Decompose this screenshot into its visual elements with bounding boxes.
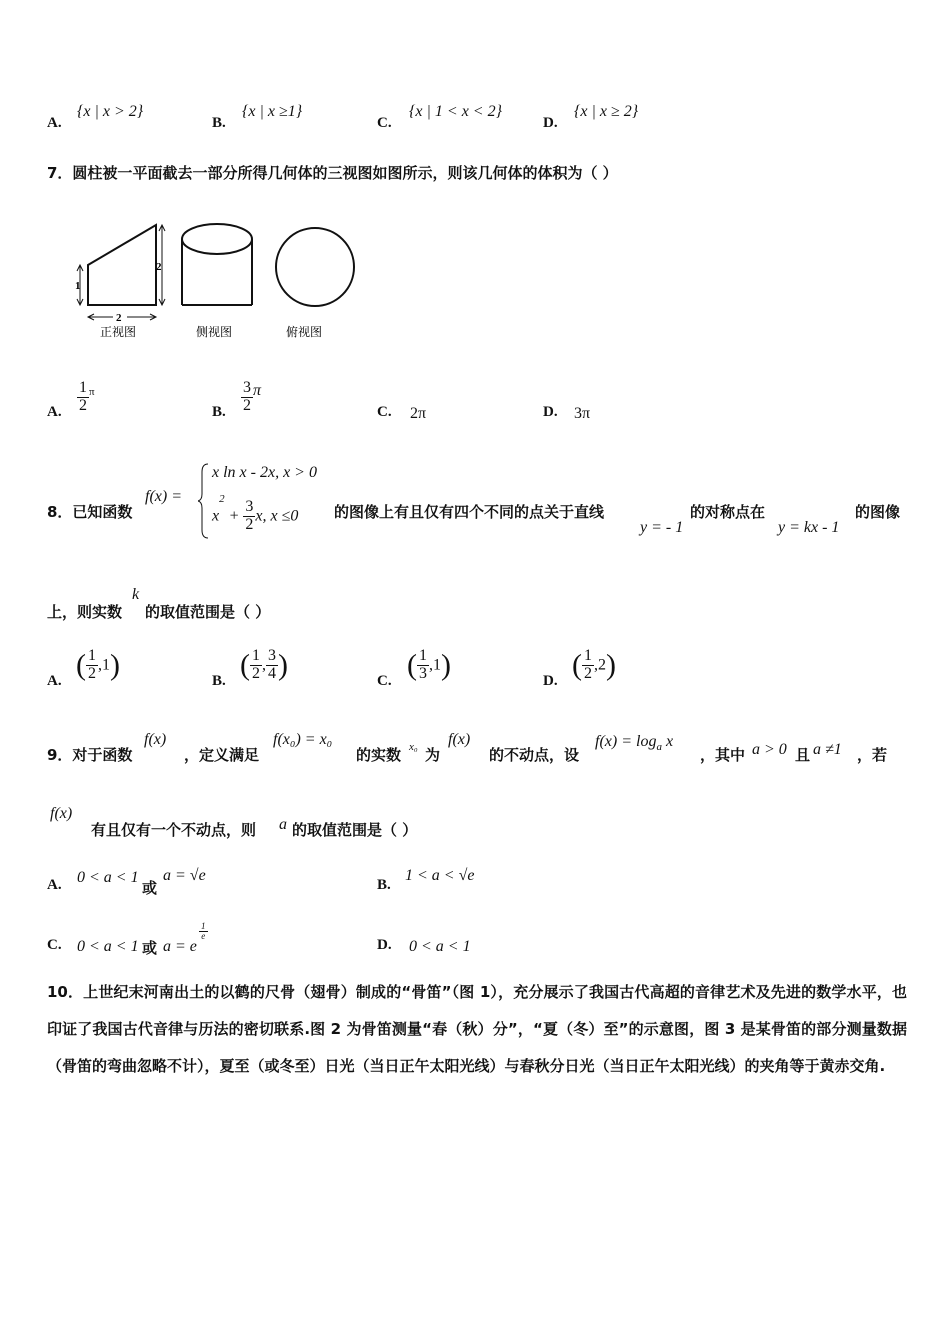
q8-option-b-expr: ( $\frac{1}{2}$ , $\frac{3}{4}$ ): [240, 647, 288, 682]
q8-k: k: [132, 586, 140, 603]
q9-t10: 的取值范围是（ ）: [292, 821, 418, 839]
q9-option-b-label: B.: [377, 877, 391, 893]
q8-text-mid3: 的图像: [855, 503, 901, 521]
q9-a: a: [279, 816, 287, 833]
q6-option-a-expr: {x | x > 2}: [77, 103, 144, 120]
q9-option-a-label: A.: [47, 877, 62, 893]
q8-text-mid1: 的图像上有且仅有四个不同的点关于直线: [334, 503, 605, 521]
q6-option-b-expr: {x | x ≥1}: [242, 103, 303, 120]
q8-option-a-label: A.: [47, 673, 62, 689]
q7-option-a-label: A.: [47, 404, 62, 420]
q8-option-d-expr: ( $\frac{1}{2}$ ,2): [572, 647, 616, 682]
q9-fx-3: f(x): [50, 805, 73, 822]
q9-option-a-or: 或: [142, 879, 158, 897]
q7-stem: 7．圆柱被一平面截去一部分所得几何体的三视图如图所示，则该几何体的体积为（ ）: [47, 164, 618, 182]
q9-t5: 的不动点，设: [489, 746, 580, 764]
top-view-label: 俯视图: [286, 325, 323, 339]
q9-option-d-expr: 0 < a < 1: [409, 938, 471, 955]
q9-option-c-or: 或: [142, 939, 158, 957]
q8-prefix: 8．已知函数: [47, 503, 133, 521]
top-view-shape: [276, 228, 354, 306]
q9-t6: ，其中: [700, 746, 746, 764]
q8-line-kx: y = kx - 1: [778, 519, 840, 536]
q8-case-1: x ln x - 2x, x > 0: [212, 464, 317, 481]
q8-cont2: 的取值范围是（ ）: [145, 603, 271, 621]
q7-option-d-label: D.: [543, 404, 558, 420]
q8-fx: f(x) =: [145, 488, 182, 505]
q9-x0: x₀: [409, 741, 418, 753]
q6-option-d-expr: {x | x ≥ 2}: [574, 103, 639, 120]
q9-option-a-expr1: 0 < a < 1: [77, 869, 139, 886]
q9-option-c-label: C.: [47, 937, 62, 953]
q8-text-mid2: 的对称点在: [690, 503, 766, 521]
q9-t1: 9．对于函数: [47, 746, 133, 764]
q9-fx-1: f(x): [144, 731, 167, 748]
q9-flog: $f(x) = \log_a x$: [595, 733, 674, 754]
q7-option-b-label: B.: [212, 404, 226, 420]
q8-option-a-expr: ( $\frac{1}{2}$ ,1): [76, 647, 120, 682]
q6-option-c-expr: {x | 1 < x < 2}: [409, 103, 502, 120]
q6-option-c-label: C.: [377, 115, 392, 131]
q9-option-a-expr2: a = √e: [163, 867, 206, 884]
q9-fx-2: f(x): [448, 731, 471, 748]
q7-option-d-expr: 3π: [574, 405, 591, 422]
side-view-label: 侧视图: [196, 325, 233, 339]
q9-option-c-expr2: a = e: [163, 938, 197, 955]
q7-option-c-label: C.: [377, 404, 392, 420]
q9-option-d-label: D.: [377, 937, 392, 953]
q6-option-b-label: B.: [212, 115, 226, 131]
q9-option-b-expr: 1 < a < √e: [405, 867, 475, 884]
q8-option-b-label: B.: [212, 673, 226, 689]
q9-option-c-expr1: 0 < a < 1: [77, 938, 139, 955]
q9-t7: 且: [795, 746, 811, 764]
dim-label-height-right: 2: [156, 261, 162, 273]
q9-t9: 有且仅有一个不动点，则: [91, 821, 257, 839]
q7-option-b-expr: $\frac{3}{2}$ π: [243, 379, 262, 414]
dim-label-height-left: 1: [75, 280, 81, 292]
front-view-label: 正视图: [100, 325, 137, 339]
q8-option-d-label: D.: [543, 673, 558, 689]
q7-option-c-expr: 2π: [410, 405, 427, 422]
q9-option-c-exponent: $\frac{1}{e}$: [201, 921, 206, 942]
q9-cond2: a ≠1: [813, 741, 842, 758]
side-view-shape: [182, 224, 252, 305]
q6-option-a-label: A.: [47, 115, 62, 131]
q8-option-c-label: C.: [377, 673, 392, 689]
dim-label-width: 2: [116, 312, 122, 324]
q8-piecewise-brace: [198, 462, 210, 540]
q8-case-2: $x^2$ + $\frac{3}{2}$ x, x ≤0: [212, 493, 299, 533]
q9-fx0: f(x₀) = x₀: [273, 731, 333, 748]
q7-three-view-figure: [70, 215, 370, 345]
front-view-shape: [88, 225, 156, 305]
q9-t8: ，若: [857, 746, 888, 764]
q9-cond1: a > 0: [752, 741, 787, 758]
q8-line-y-neg1: y = - 1: [640, 519, 684, 536]
q8-cont1: 上，则实数: [47, 603, 123, 621]
q10-paragraph: 10．上世纪末河南出土的以鹤的尺骨（翅骨）制成的“骨笛”（图 1），充分展示了我国古代高超的音律艺术及先进的数学水平，也印证了我国古代音律与历法的密切联系.图 2 为骨笛测量“春（秋）分”，“夏（冬）至”的示意图，图 3 是某骨笛的部分测量数据（骨笛的弯曲忽略不计），夏至（或冬至）日光（当日正午太阳光线）与春秋分日光（当日正午太阳光线）的夹角等于黄赤交角.: [47, 983, 907, 1075]
q9-t2: ，定义满足: [184, 746, 260, 764]
q8-option-c-expr: ( $\frac{1}{3}$ ,1): [407, 647, 451, 682]
q9-t3: 的实数: [356, 746, 402, 764]
q9-t4: 为: [425, 746, 441, 764]
q6-option-d-label: D.: [543, 115, 558, 131]
q7-option-a-expr: $\frac{1}{2}$ $^\pi$: [79, 379, 95, 414]
